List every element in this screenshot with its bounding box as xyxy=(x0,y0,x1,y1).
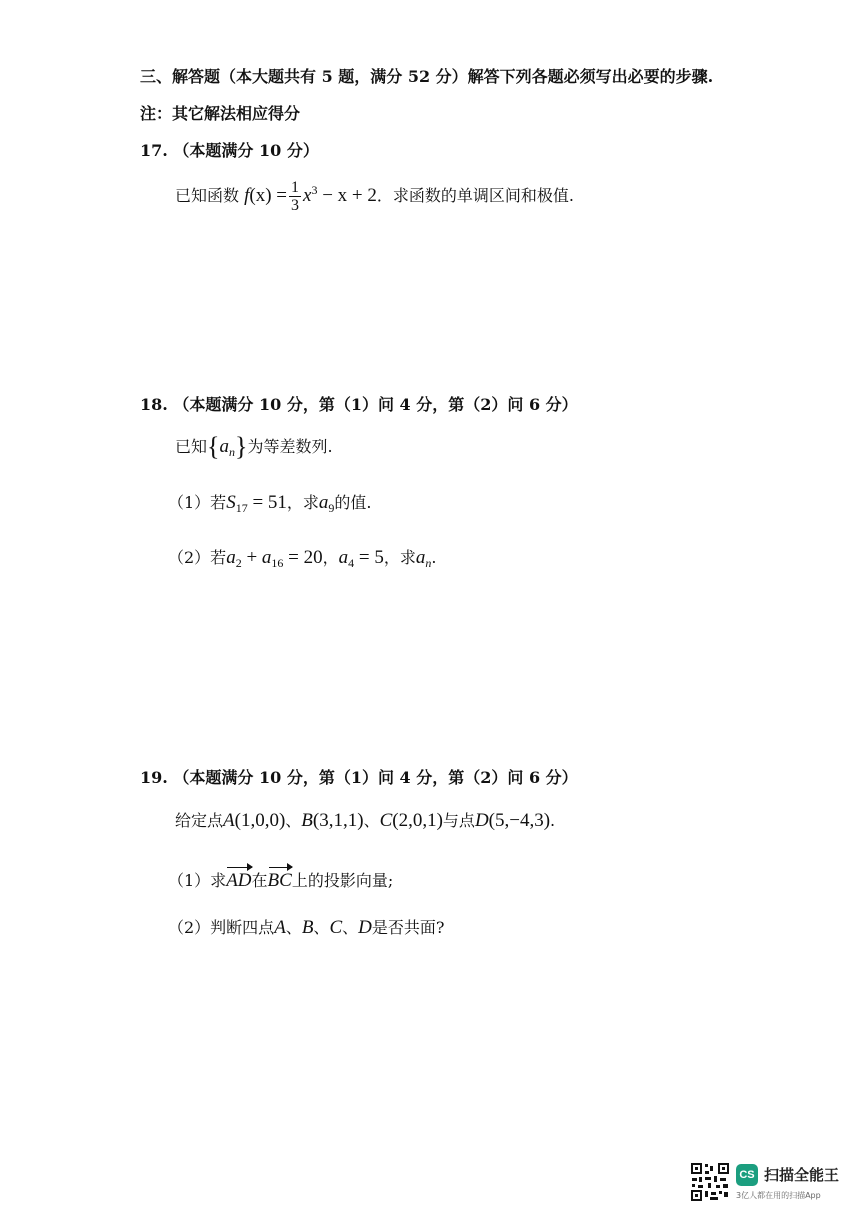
q19-p2-point-A: A xyxy=(274,917,286,938)
q19-score: （本题满分 10 分，第（1）问 4 分，第（2）问 6 分） xyxy=(173,768,578,787)
q19-p2-point-D: D xyxy=(358,917,372,938)
q18-p2-end: . xyxy=(431,548,437,567)
q19-p1-end: 上的投影向量; xyxy=(291,871,394,890)
q18-p2-a16-sub: 16 xyxy=(271,556,284,570)
q17-tail: − x + 2 xyxy=(322,185,377,206)
q19-sep-2: 、 xyxy=(363,811,380,830)
q19-p2-sep-3: 、 xyxy=(342,918,359,937)
q18-seq-n: n xyxy=(229,445,235,459)
q18-p2-a4-sub: 4 xyxy=(348,556,355,570)
q17-fraction xyxy=(289,179,301,214)
q18-p2-eq2: = 5 xyxy=(354,547,384,568)
q19-point-C xyxy=(380,810,443,831)
q19-vector-AD: AD xyxy=(226,870,252,891)
q19-given xyxy=(175,808,555,832)
q19-point-A xyxy=(223,810,285,831)
q18-number: 18. xyxy=(140,395,168,414)
q17-number: 17. xyxy=(140,141,168,160)
q18-intro xyxy=(175,432,333,462)
q19-B-label: B xyxy=(301,810,313,831)
q19-A-coord: (1,0,0) xyxy=(234,810,286,831)
q19-point-B xyxy=(301,810,363,831)
q17-score: （本题满分 10 分） xyxy=(173,141,319,160)
q18-p2-formula1 xyxy=(226,547,322,568)
cs-logo-icon: CS xyxy=(736,1164,758,1186)
q18-p2-label: （2）若 xyxy=(168,548,227,567)
q17-x: x xyxy=(303,185,312,206)
q17-f: f xyxy=(244,185,250,206)
q19-sep-1: 、 xyxy=(285,811,302,830)
q18-intro-after: 为等差数列. xyxy=(247,437,333,456)
q19-p2-sep-1: 、 xyxy=(285,918,302,937)
q19-p2-end: 是否共面? xyxy=(371,918,445,937)
q19-given-text: 给定点 xyxy=(175,811,224,830)
q19-C-coord: (2,0,1) xyxy=(392,810,443,831)
q18-p2-an xyxy=(416,547,432,568)
q19-p1-label: （1）求 xyxy=(168,871,227,890)
q19-end: . xyxy=(550,811,556,830)
q18-p2-a: a xyxy=(415,547,426,568)
section-title: 三、解答题（本大题共有 5 题，满分 52 分）解答下列各题必须写出必要的步骤. xyxy=(140,67,714,86)
q17-header xyxy=(140,138,319,161)
q19-vector-BC: BC xyxy=(267,870,292,891)
q17-text-after: ．求函数的单调区间和极值. xyxy=(376,186,574,205)
q18-p2-a-n: n xyxy=(425,556,432,570)
q18-p1-a: a xyxy=(318,492,329,513)
q18-seq-a: a xyxy=(219,436,229,457)
q19-D-coord: (5,−4,3) xyxy=(488,810,551,831)
q19-D-label: D xyxy=(474,810,489,831)
q19-number: 19. xyxy=(140,768,168,787)
q18-p1-S: S xyxy=(226,492,236,513)
q18-p2-formula2 xyxy=(339,547,384,568)
q18-p1-mid: ，求 xyxy=(286,493,319,512)
q18-p2-plus: + xyxy=(241,547,262,568)
q19-A-label: A xyxy=(223,810,235,831)
q18-p2-comma: ， xyxy=(322,548,339,567)
q18-p1-S-sub: 17 xyxy=(235,501,248,515)
q19-p2-label: （2）判断四点 xyxy=(168,918,275,937)
q17-text-before: 已知函数 xyxy=(175,186,240,205)
q19-part1 xyxy=(168,868,393,892)
q18-header xyxy=(140,392,578,415)
q18-p2-a4: a xyxy=(338,547,349,568)
q18-p1-end: 的值. xyxy=(334,493,372,512)
qr-code-icon xyxy=(690,1162,730,1202)
q18-p2-mid: ，求 xyxy=(383,548,416,567)
q19-p2-point-B: B xyxy=(301,917,314,938)
scanner-watermark xyxy=(690,1162,850,1204)
q18-p1-eq: = 51 xyxy=(247,492,287,513)
q19-p2-sep-2: 、 xyxy=(313,918,330,937)
q18-p1-label: （1）若 xyxy=(168,493,227,512)
q18-p1-a9 xyxy=(319,492,335,513)
q17-frac-den: 3 xyxy=(291,197,300,215)
q17-formula xyxy=(244,179,377,215)
q19-part2 xyxy=(168,915,444,939)
q19-header xyxy=(140,765,578,788)
q18-score: （本题满分 10 分，第（1）问 4 分，第（2）问 6 分） xyxy=(173,395,578,414)
q18-intro-before: 已知 xyxy=(175,437,208,456)
q18-sequence: $\{a_n\}$ xyxy=(207,432,248,461)
brand-tagline: 3亿人都在用的扫描App xyxy=(736,1191,821,1200)
q18-part1 xyxy=(168,490,372,516)
q17-fx-rest: (x) = xyxy=(249,185,288,206)
q18-p1-formula xyxy=(226,492,287,513)
brand-name: 扫描全能王 xyxy=(764,1166,840,1184)
q18-p2-a2: a xyxy=(226,547,236,568)
q18-part2 xyxy=(168,545,436,571)
q17-exp: 3 xyxy=(311,183,318,197)
q19-point-D xyxy=(475,810,550,831)
q18-p2-a16: a xyxy=(261,547,272,568)
q18-p2-eq: = 20 xyxy=(283,547,323,568)
section-note: 注：其它解法相应得分 xyxy=(140,104,301,123)
q18-p2-a2-sub: 2 xyxy=(235,556,242,570)
q18-p1-a-sub: 9 xyxy=(328,501,335,515)
q19-C-label: C xyxy=(379,810,393,831)
q17-frac-num: 1 xyxy=(291,179,300,197)
q19-p1-mid: 在 xyxy=(251,871,268,890)
q19-with: 与点 xyxy=(442,811,475,830)
q17-body xyxy=(175,170,574,216)
q19-B-coord: (3,1,1) xyxy=(312,810,364,831)
q19-p2-point-C: C xyxy=(329,917,343,938)
